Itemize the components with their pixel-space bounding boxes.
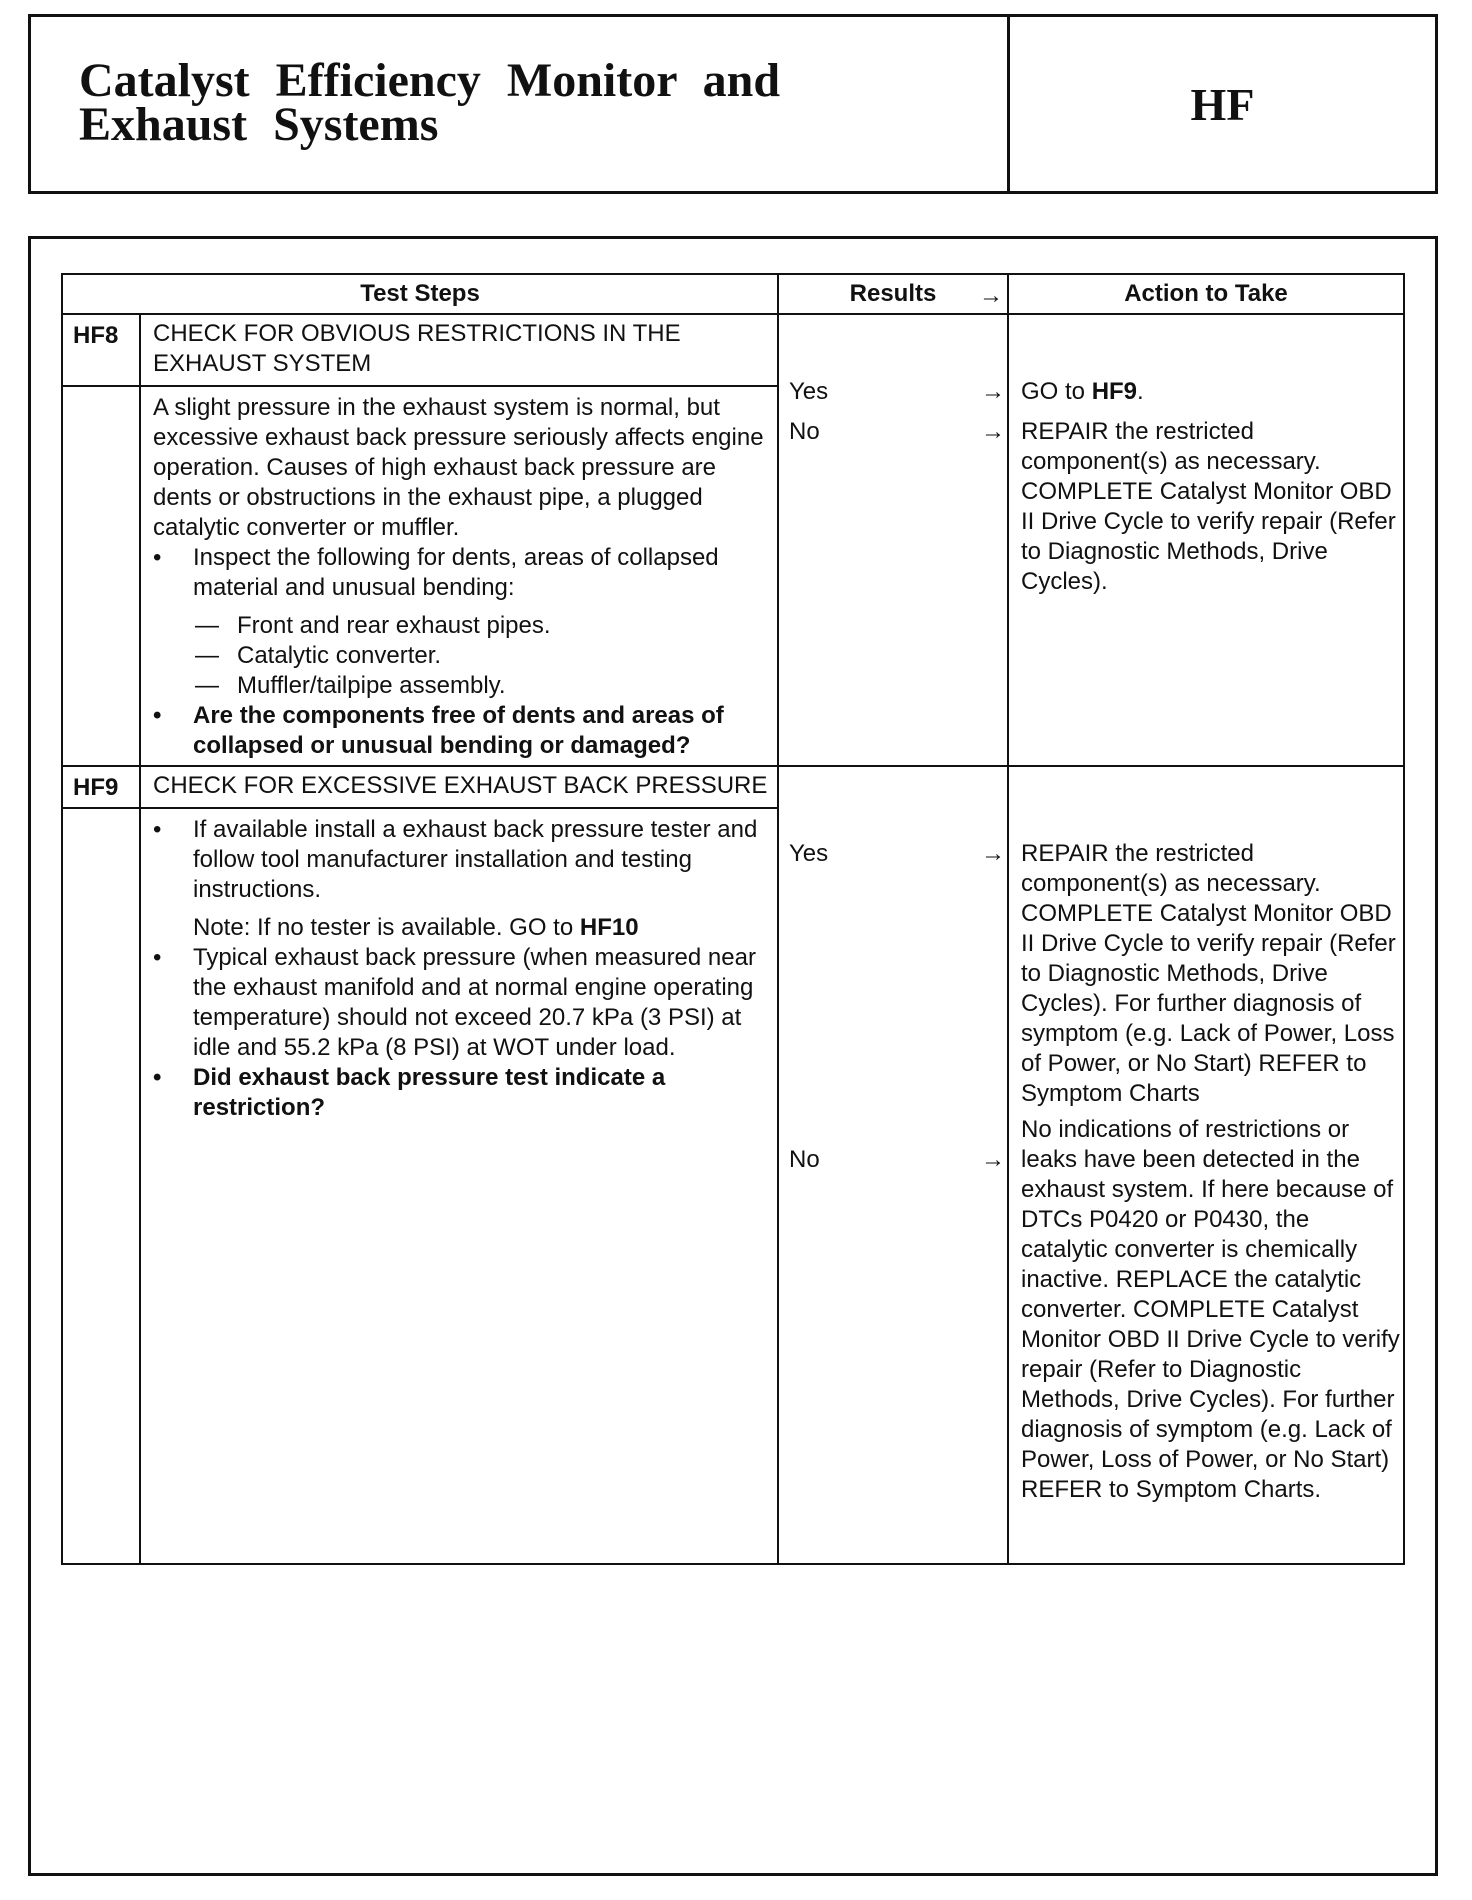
- action-yes-hf8: [1021, 377, 1401, 407]
- table-row: [62, 314, 1404, 386]
- step-title-hf8: CHECK FOR OBVIOUS RESTRICTIONS IN THE EXHAUST SYSTEM: [140, 314, 778, 386]
- page-header: [28, 14, 1438, 194]
- col-header-test-steps: Test Steps: [62, 274, 778, 314]
- diagnostic-table: [61, 273, 1405, 1565]
- step-code-hf8: HF8: [62, 314, 140, 386]
- action-no-hf8: REPAIR the restricted component(s) as necessary. COMPLETE Catalyst Monitor OBD II Drive Cycle to verify repair (Refer to Diagnostic Methods, Drive Cycles).: [1021, 418, 1396, 595]
- step-subitem: [153, 611, 767, 641]
- results-hf9: [778, 766, 1008, 1564]
- goto-code: HF10: [579, 914, 639, 941]
- result-yes-label: Yes: [789, 378, 829, 405]
- step-code-hf9: HF9: [62, 766, 140, 808]
- note-text: Note: If no tester is available. GO to: [193, 914, 580, 941]
- result-no-hf9: [789, 1145, 1007, 1175]
- section-title-line2: Exhaust Systems: [79, 98, 439, 151]
- step-code-spacer: [62, 808, 140, 1564]
- right-arrow-icon: →: [981, 1146, 1005, 1173]
- action-text: GO to: [1021, 378, 1092, 405]
- step-title-hf9: CHECK FOR EXCESSIVE EXHAUST BACK PRESSURE: [140, 766, 778, 808]
- step-question-hf9: • Did exhaust back pressure test indicate a restriction?: [153, 1063, 767, 1123]
- actions-hf9: [1008, 766, 1404, 1564]
- table-header-row: [62, 274, 1404, 314]
- step-body-hf8: [140, 386, 778, 766]
- result-no-label: No: [789, 418, 820, 445]
- col-header-results-label: Results: [849, 280, 937, 307]
- col-header-action: Action to Take: [1008, 274, 1404, 314]
- action-yes-hf9: REPAIR the restricted component(s) as necessary. COMPLETE Catalyst Monitor OBD II Drive Cycle to verify repair (Refer to Diagnostic Methods, Drive Cycles). For further diagnosis of symptom (e.g. Lack of Power, Loss of Power, or No Start) REFER to Symptom Charts: [1021, 840, 1396, 1107]
- section-code: HF: [1190, 78, 1255, 130]
- col-header-results: [778, 274, 1008, 314]
- content-frame: [28, 236, 1438, 1876]
- section-title-line1: Catalyst Efficiency Monitor and: [79, 54, 781, 107]
- results-hf8: [778, 314, 1008, 766]
- step-bullet: • Inspect the following for dents, areas of collapsed material and unusual bending:: [153, 543, 767, 603]
- right-arrow-icon: →: [981, 378, 1005, 405]
- dash-mark: —: [195, 642, 219, 669]
- step-subitem: [153, 641, 767, 671]
- subitem-text: Front and rear exhaust pipes.: [237, 612, 551, 639]
- result-no-hf8: [789, 417, 1007, 447]
- dash-mark: —: [195, 672, 219, 699]
- subitem-text: Catalytic converter.: [237, 642, 442, 669]
- goto-code: HF9: [1091, 378, 1138, 405]
- result-yes-hf9: [789, 839, 1007, 869]
- dash-mark: —: [195, 612, 219, 639]
- step-note-hf9: [153, 913, 767, 943]
- step-bullet: • Typical exhaust back pressure (when measured near the exhaust manifold and at normal engine operating temperature) should not exceed 20.7 kPa (3 PSI) at idle and 55.2 kPa (8 PSI) at WOT under load.: [153, 943, 767, 1063]
- actions-hf8: [1008, 314, 1404, 766]
- step-code-spacer: [62, 386, 140, 766]
- action-no-hf9: No indications of restrictions or leaks have been detected in the exhaust system. If here because of DTCs P0420 or P0430, the catalytic converter is chemically inactive. REPLACE the catalytic converter. COMPLETE Catalyst Monitor OBD II Drive Cycle to verify repair (Refer to Diagnostic Methods, Drive Cycles). For further diagnosis of symptom (e.g. Lack of Power, Loss of Power, or No Start) REFER to Symptom Charts.: [1021, 1116, 1400, 1503]
- right-arrow-icon: →: [979, 282, 1003, 309]
- result-no-label: No: [789, 1146, 820, 1173]
- step-question-hf8: • Are the components free of dents and areas of collapsed or unusual bending or damaged?: [153, 701, 767, 761]
- step-body-hf9: [140, 808, 778, 1564]
- table-row: [62, 766, 1404, 808]
- step-bullet: • If available install a exhaust back pressure tester and follow tool manufacturer installation and testing instructions.: [153, 815, 767, 905]
- section-title: [31, 17, 1010, 191]
- result-yes-hf8: [789, 377, 1007, 407]
- step-intro-hf8: A slight pressure in the exhaust system is normal, but excessive exhaust back pressure seriously affects engine operation. Causes of high exhaust back pressure are dents or obstructions in the exhaust pipe, a plugged catalytic converter or muffler.: [153, 394, 764, 541]
- right-arrow-icon: →: [981, 418, 1005, 445]
- step-subitem: [153, 671, 767, 701]
- action-text: .: [1137, 378, 1144, 405]
- result-yes-label: Yes: [789, 840, 829, 867]
- subitem-text: Muffler/tailpipe assembly.: [237, 672, 506, 699]
- right-arrow-icon: →: [981, 840, 1005, 867]
